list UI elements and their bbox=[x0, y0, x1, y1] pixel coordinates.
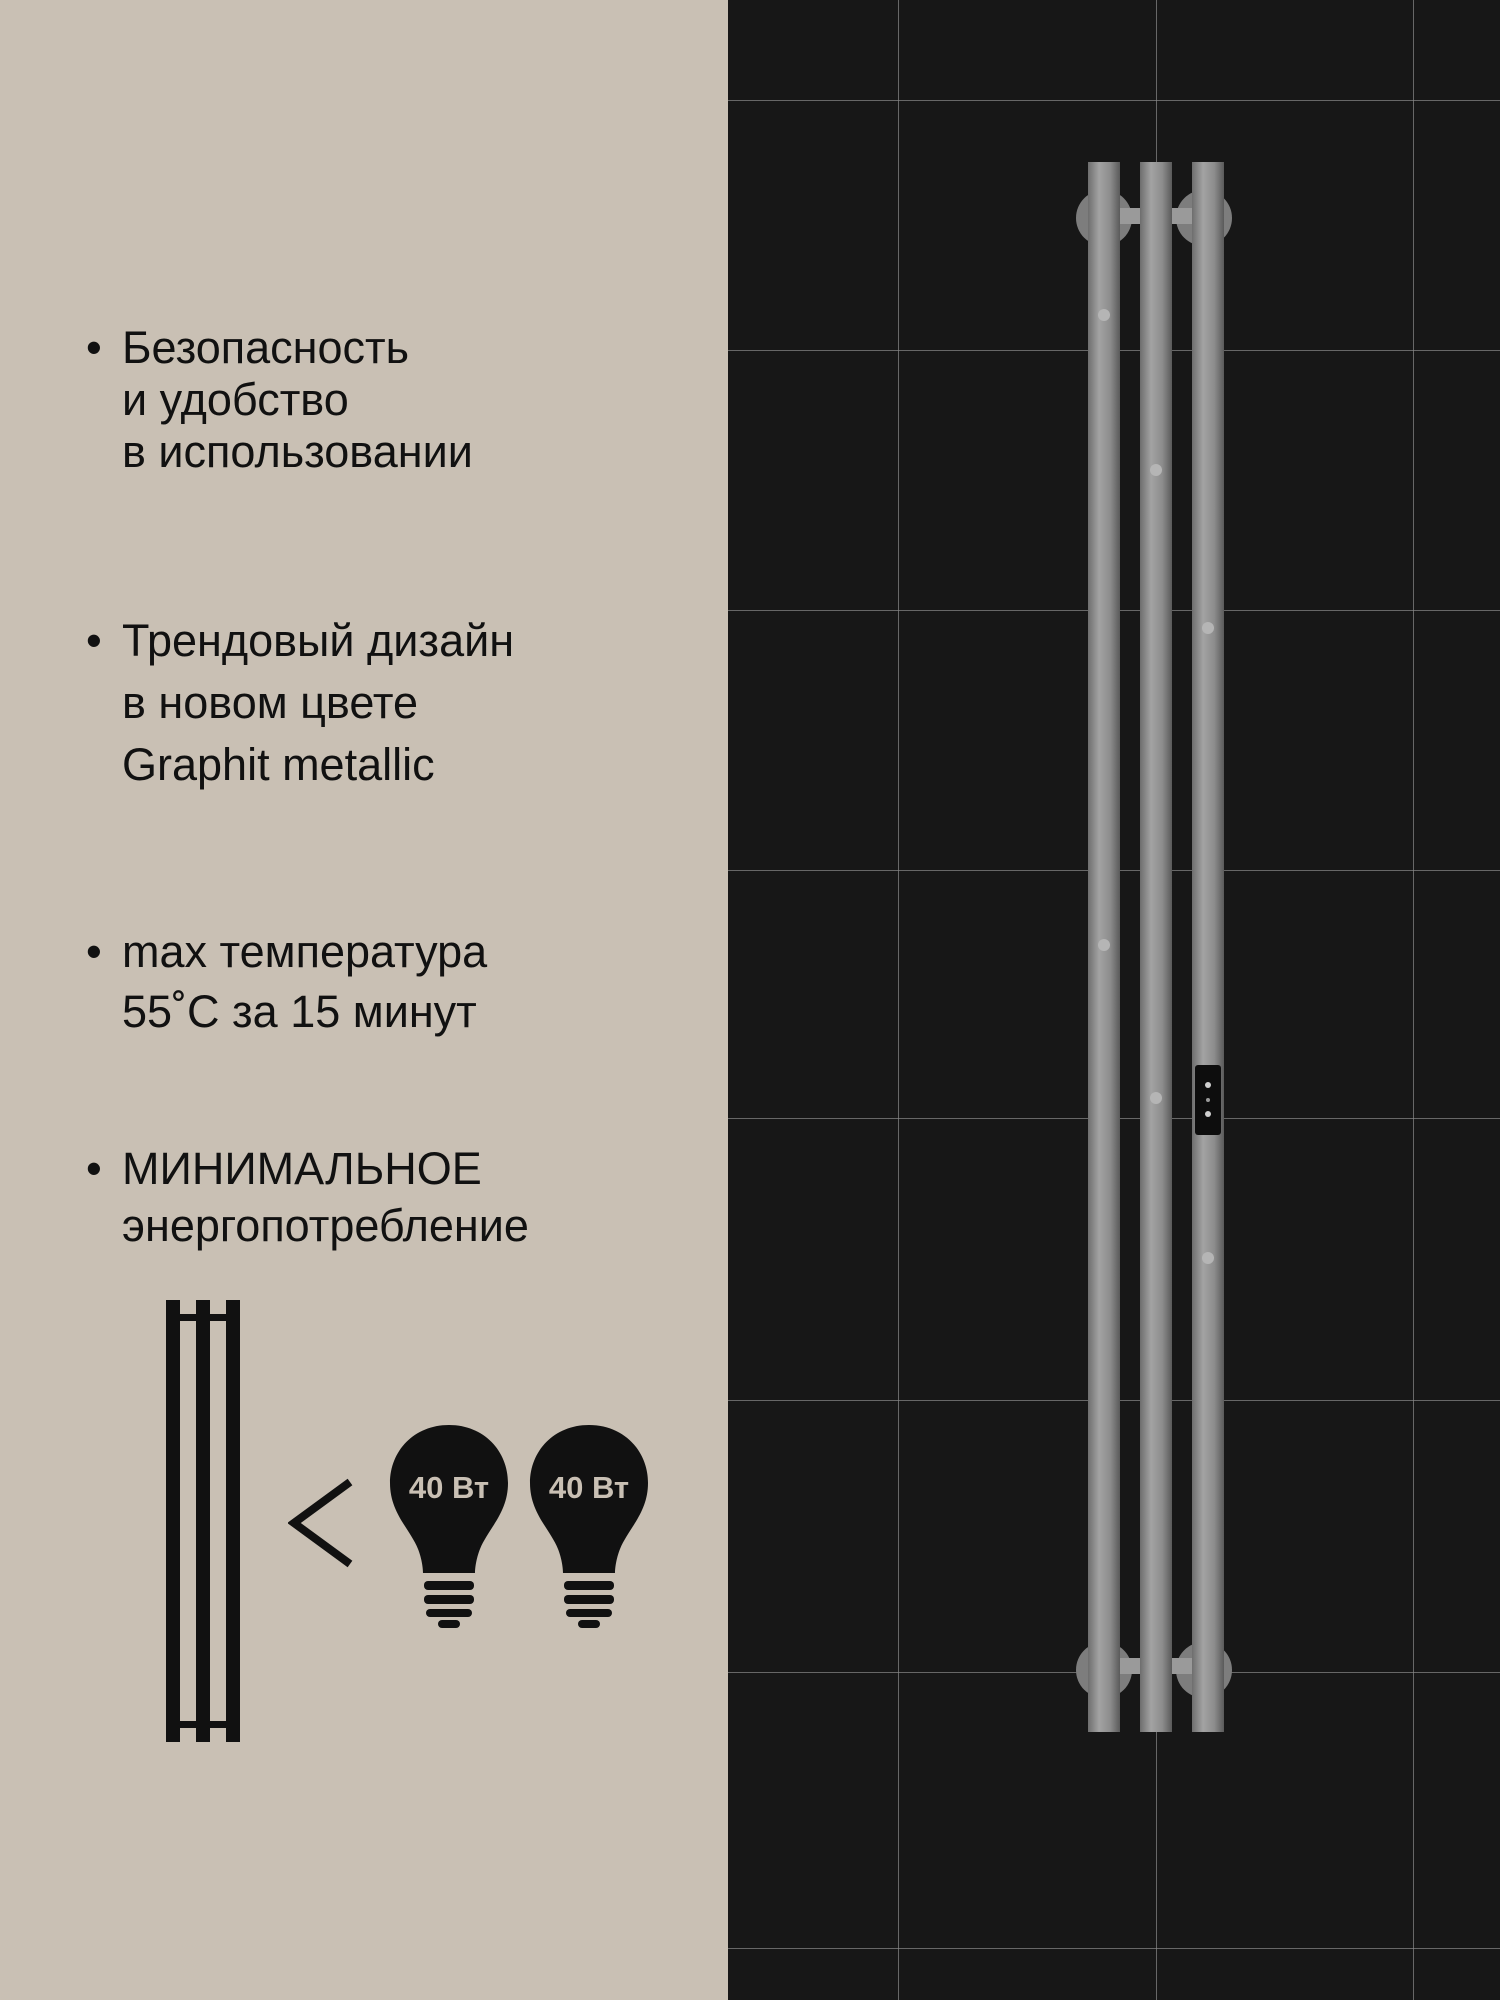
feature-line: max температура bbox=[122, 926, 488, 977]
feature-line: 55˚C за 15 минут bbox=[122, 986, 477, 1037]
feature-energy bbox=[86, 1140, 529, 1254]
feature-line: Безопасность bbox=[122, 322, 410, 373]
light-bulb-icon bbox=[528, 1423, 650, 1629]
bulb-wattage-label: 40 Вт bbox=[408, 1470, 490, 1505]
feature-line: Graphit metallic bbox=[122, 739, 435, 790]
bullet-icon: • bbox=[86, 926, 102, 977]
feature-line: в использовании bbox=[122, 426, 473, 477]
feature-line: МИНИМАЛЬНОЕ bbox=[122, 1143, 482, 1194]
feature-line: и удобство bbox=[122, 374, 349, 425]
bullet-icon: • bbox=[86, 615, 102, 666]
feature-line: в новом цвете bbox=[122, 677, 418, 728]
tile-grout-line bbox=[898, 0, 899, 2000]
less-than-icon bbox=[288, 1478, 354, 1568]
feature-line: Трендовый дизайн bbox=[122, 615, 515, 666]
tile-grout-line bbox=[1413, 0, 1414, 2000]
feature-line: энергопотребление bbox=[122, 1200, 529, 1251]
feature-safety bbox=[86, 322, 473, 478]
tile-grout-line bbox=[728, 1948, 1500, 1949]
light-bulb-icon bbox=[388, 1423, 510, 1629]
feature-temperature bbox=[86, 922, 487, 1042]
bulb-wattage-label: 40 Вт bbox=[548, 1470, 630, 1505]
tile-grout-line bbox=[728, 100, 1500, 101]
towel-rail-image bbox=[1068, 150, 1248, 1790]
bullet-icon: • bbox=[86, 322, 102, 373]
feature-design bbox=[86, 610, 514, 796]
bullet-icon: • bbox=[86, 1143, 102, 1194]
radiator-icon bbox=[166, 1300, 240, 1742]
